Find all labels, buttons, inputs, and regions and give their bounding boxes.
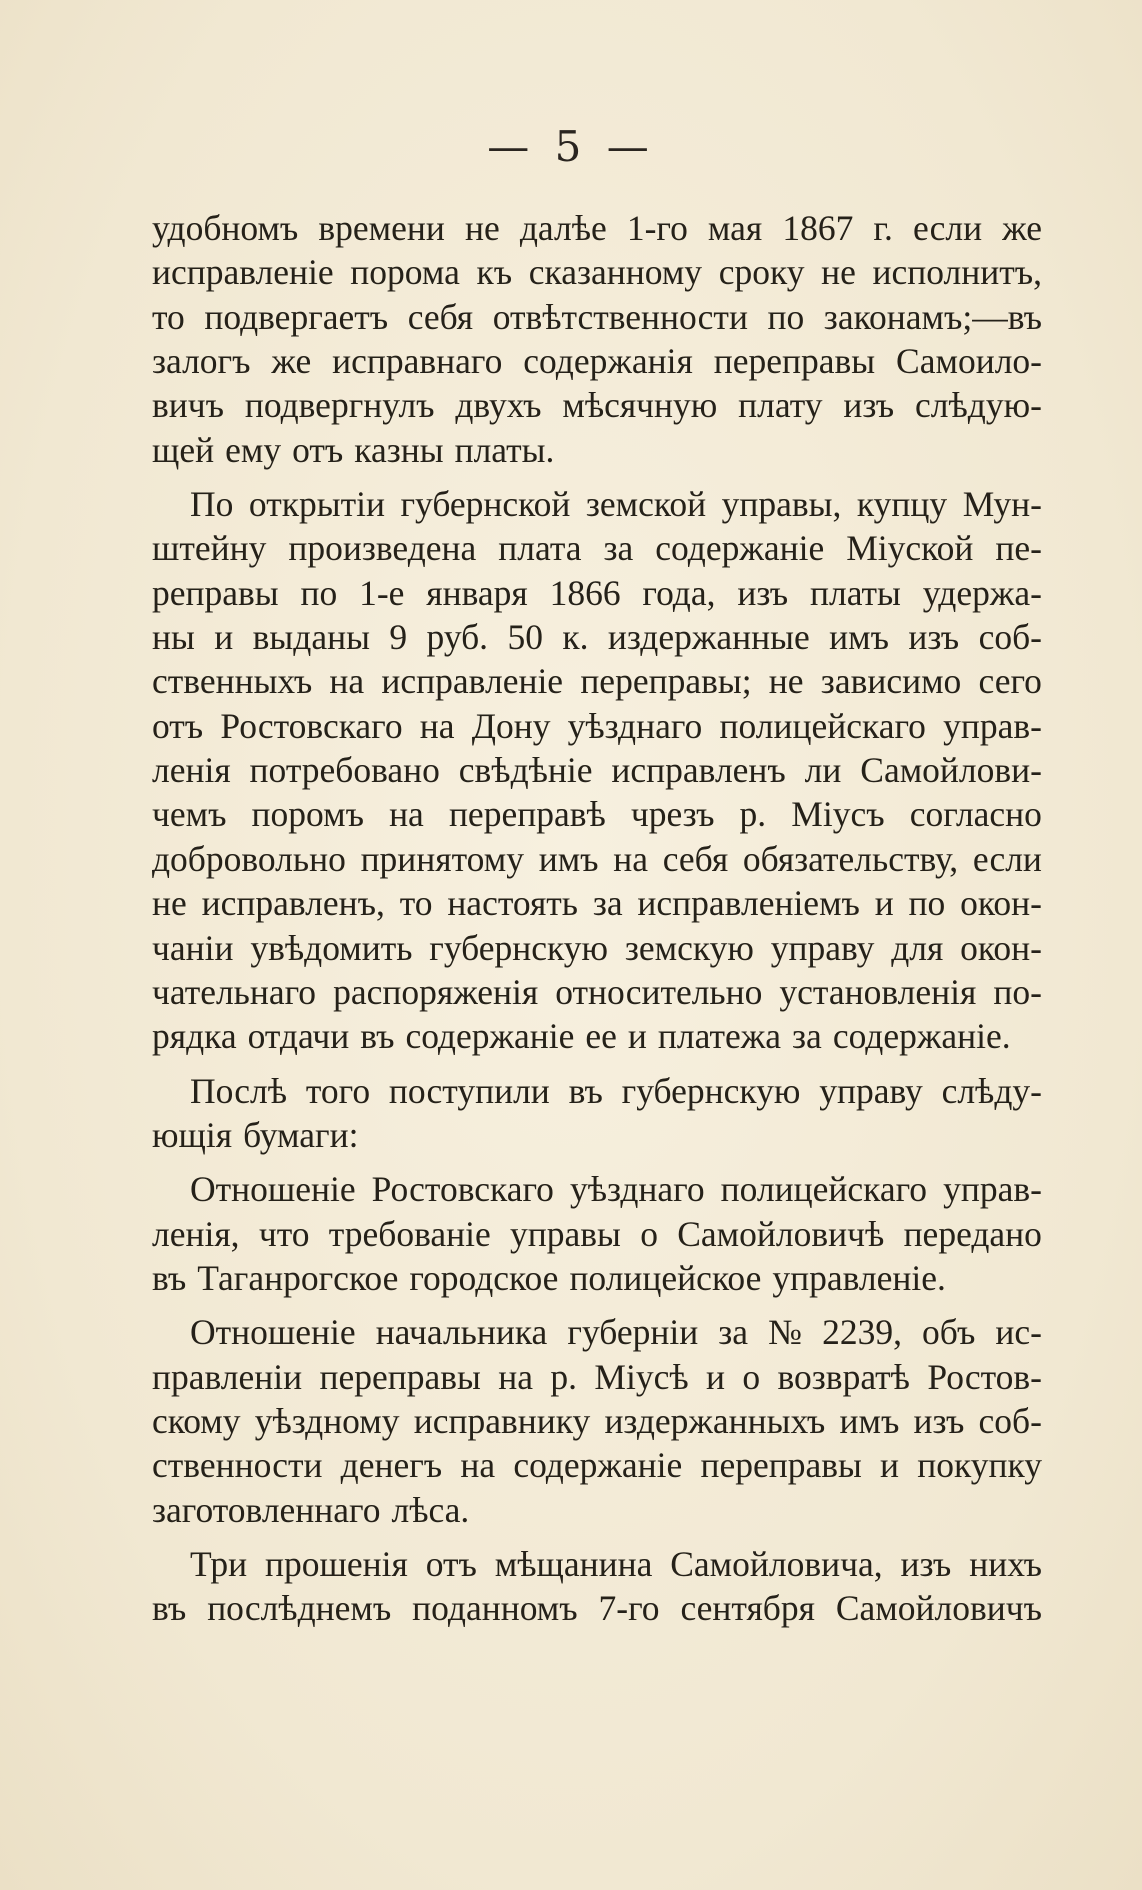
text-line <box>152 295 1042 339</box>
word: Самойлови- <box>860 750 1042 791</box>
word: ющія <box>152 1114 233 1155</box>
word: потребовано <box>249 750 440 791</box>
word: Самоило- <box>896 341 1042 382</box>
word: переправы; <box>580 661 752 702</box>
word: руб. <box>426 617 489 658</box>
word: пе- <box>995 528 1042 569</box>
text-line <box>152 526 1042 570</box>
word: губернской <box>400 484 571 525</box>
text-line <box>152 1443 1042 1487</box>
word: лѣса. <box>391 1489 470 1530</box>
word: о <box>640 1213 658 1254</box>
word: въ <box>152 1257 187 1298</box>
word: что <box>258 1213 310 1254</box>
word: 1866 <box>549 572 621 613</box>
word: чательнаго <box>152 971 317 1012</box>
paragraph-gap <box>152 1059 1042 1069</box>
word: № <box>768 1312 803 1353</box>
word: губернскую <box>429 927 609 968</box>
word: окон- <box>960 883 1042 924</box>
word: к. <box>562 617 589 658</box>
word: управ- <box>943 1169 1042 1210</box>
word: уѣзднаго <box>567 705 703 746</box>
text-line <box>152 1167 1042 1211</box>
text-line <box>152 339 1042 383</box>
word: исполнитъ, <box>872 252 1042 293</box>
word: полицейскаго <box>720 1169 928 1210</box>
word: управы <box>510 1213 621 1254</box>
text-line <box>152 1355 1042 1399</box>
word: имъ <box>538 838 599 879</box>
word: ему <box>225 429 282 470</box>
word: ли <box>804 750 842 791</box>
word: изъ <box>737 572 789 613</box>
word: не <box>464 208 500 248</box>
paragraph-gap <box>152 1300 1042 1310</box>
word: р. <box>739 794 767 835</box>
word: послѣднемъ <box>207 1588 392 1629</box>
paragraph <box>152 1310 1042 1532</box>
word: для <box>891 927 944 968</box>
word: ственности <box>152 1445 323 1486</box>
word: въ <box>152 1588 187 1629</box>
word: то <box>399 883 433 924</box>
word: двухъ <box>455 385 542 426</box>
word: и <box>880 1445 900 1486</box>
word: управленіе. <box>772 1257 946 1298</box>
word: 9 <box>389 617 408 658</box>
paragraph <box>152 482 1042 1058</box>
word: управу <box>770 927 875 968</box>
word: рядка <box>152 1016 237 1057</box>
word: переправы <box>713 341 876 382</box>
word: сказанному <box>528 252 703 293</box>
word: слѣдую- <box>915 385 1042 426</box>
word: Самойловича, <box>670 1543 883 1584</box>
text-line <box>152 428 1042 472</box>
word: на <box>460 1445 496 1486</box>
word: Самойловичъ <box>835 1588 1042 1629</box>
word: Отношеніе <box>190 1169 356 1210</box>
word: соб- <box>978 1400 1042 1441</box>
paragraph <box>152 206 1042 472</box>
word: времени <box>318 208 445 248</box>
word: же <box>271 341 312 382</box>
word: переправы <box>700 1445 862 1486</box>
word: ис- <box>995 1312 1042 1353</box>
text-line <box>152 482 1042 526</box>
word: мѣщанина <box>494 1543 653 1584</box>
word: и <box>706 1356 726 1397</box>
paragraph-gap <box>152 1157 1042 1167</box>
word: 1867 <box>782 208 854 248</box>
paragraph <box>152 1167 1042 1300</box>
text-line <box>152 926 1042 970</box>
word: исправнику <box>413 1400 591 1441</box>
text-line <box>152 659 1042 703</box>
text-line <box>152 383 1042 427</box>
word: соб- <box>978 617 1042 658</box>
word: въ <box>568 1070 603 1111</box>
text-line <box>152 1113 1042 1157</box>
word: года, <box>642 572 716 613</box>
word: платежа <box>657 1016 782 1057</box>
word: денегъ <box>340 1445 443 1486</box>
text-line <box>152 792 1042 836</box>
word: ленія <box>152 750 231 791</box>
word: Міуской <box>846 528 974 569</box>
word: то <box>152 296 185 337</box>
text-line <box>152 250 1042 294</box>
text-line <box>152 571 1042 615</box>
word: содержаніе. <box>832 1016 1011 1057</box>
word: штейну <box>152 528 267 569</box>
word: Міусѣ <box>594 1356 689 1397</box>
word: исправленіемъ <box>637 883 860 924</box>
word: Ростовскаго <box>371 1169 554 1210</box>
word: городское <box>409 1257 559 1298</box>
word: чрезъ <box>630 794 715 835</box>
word: сего <box>978 661 1042 702</box>
word: возвратѣ <box>777 1356 910 1397</box>
word: изъ <box>843 385 895 426</box>
word: полицейское <box>569 1257 762 1298</box>
word: зависимо <box>820 661 962 702</box>
text-line <box>152 1256 1042 1300</box>
text-line <box>152 206 1042 250</box>
word: казны <box>354 429 444 470</box>
word: мая <box>707 208 763 248</box>
word: на <box>389 794 424 835</box>
word: за <box>592 883 623 924</box>
word: платы. <box>454 429 555 470</box>
word: произведена <box>288 528 477 569</box>
word: исправленіе <box>381 661 564 702</box>
word: открытіи <box>248 484 385 525</box>
word: заготовленнаго <box>152 1489 381 1530</box>
word: за <box>603 528 634 569</box>
word: Самойловичѣ <box>677 1213 885 1254</box>
word: законамъ;—въ <box>823 296 1042 337</box>
word: земскую <box>624 927 754 968</box>
word: къ <box>476 252 513 293</box>
text-line <box>152 1212 1042 1256</box>
word: изъ <box>900 1543 952 1584</box>
text-line <box>152 1014 1042 1058</box>
word: по <box>767 296 805 337</box>
word: скому <box>152 1400 241 1441</box>
word: плату <box>738 385 823 426</box>
word: По <box>190 484 234 525</box>
word: не <box>152 883 187 924</box>
word: 50 <box>507 617 543 658</box>
word: исправленіе <box>152 252 334 293</box>
word: губернскую <box>621 1070 801 1111</box>
word: р. <box>550 1356 578 1397</box>
word: передано <box>903 1213 1042 1254</box>
word: того <box>305 1070 371 1111</box>
word: поданномъ <box>412 1588 578 1629</box>
word: удержа- <box>922 572 1042 613</box>
word: подвергаетъ <box>204 296 389 337</box>
word: 7-го <box>598 1588 660 1629</box>
word: отъ <box>152 705 204 746</box>
word: поступили <box>388 1070 550 1111</box>
word: изъ <box>913 1400 965 1441</box>
word: увѣдомить <box>250 927 413 968</box>
word: чаніи <box>152 927 234 968</box>
word: плата <box>498 528 582 569</box>
word: переправѣ <box>448 794 606 835</box>
paragraph <box>152 1069 1042 1158</box>
text-line <box>152 881 1042 925</box>
word: обязательству, <box>742 838 959 879</box>
word: управу <box>819 1070 923 1111</box>
word: полицейскаго <box>719 705 926 746</box>
word: чемъ <box>152 794 227 835</box>
word: удобномъ <box>152 208 299 248</box>
word: отдачи <box>247 1016 350 1057</box>
word: Таганрогское <box>197 1257 399 1298</box>
page-number: — 5 — <box>487 122 655 171</box>
word: и <box>874 883 894 924</box>
paragraph-gap <box>152 1532 1042 1542</box>
word: принятому <box>360 838 524 879</box>
word: если <box>972 838 1042 879</box>
word: покупку <box>917 1445 1042 1486</box>
word: издержанныхъ <box>604 1400 826 1441</box>
word: изъ <box>908 617 960 658</box>
word: имъ <box>829 617 889 658</box>
word: 1-го <box>626 208 688 248</box>
word: содержаніе <box>655 528 825 569</box>
word: по <box>908 883 946 924</box>
word: ее <box>585 1016 617 1057</box>
word: переправы <box>319 1356 481 1397</box>
text-line <box>152 1488 1042 1532</box>
word: слѣду- <box>941 1070 1042 1111</box>
word: г. <box>873 208 893 248</box>
word: на <box>613 838 649 879</box>
word: относительно <box>555 971 763 1012</box>
word: Отношеніе <box>190 1312 356 1353</box>
word: требованіе <box>328 1213 491 1254</box>
word: щей <box>152 429 215 470</box>
text-line <box>152 1069 1042 1113</box>
word: содержаніе <box>513 1445 683 1486</box>
word: Ростовскаго <box>220 705 403 746</box>
word: платы <box>809 572 901 613</box>
word: ны <box>152 617 195 658</box>
word: Ростов- <box>927 1356 1042 1397</box>
word: по- <box>993 971 1042 1012</box>
word: согласно <box>909 794 1042 835</box>
body-text <box>152 206 1042 1631</box>
word: себя <box>407 296 474 337</box>
paragraph <box>152 1542 1042 1631</box>
text-line <box>152 748 1042 792</box>
word: мѣсячную <box>562 385 718 426</box>
word: и <box>214 617 234 658</box>
word: ленія, <box>152 1213 240 1254</box>
word: вичъ <box>152 385 224 426</box>
word: залогъ <box>152 341 251 382</box>
word: имъ <box>839 1400 900 1441</box>
word: Міусъ <box>791 794 885 835</box>
word: января <box>426 572 528 613</box>
word: уѣзднаго <box>569 1169 705 1210</box>
word: и <box>627 1016 647 1057</box>
word: Мун- <box>962 484 1042 525</box>
word: исправнаго <box>332 341 503 382</box>
word: далѣе <box>519 208 607 248</box>
word: прошенія <box>265 1543 408 1584</box>
text-line <box>152 837 1042 881</box>
word: купцу <box>856 484 948 525</box>
word: за <box>792 1016 822 1057</box>
word: Послѣ <box>190 1070 288 1111</box>
word: на <box>498 1356 534 1397</box>
word: губерніи <box>567 1312 699 1353</box>
word: свѣдѣніе <box>458 750 593 791</box>
word: отъ <box>425 1543 477 1584</box>
word: Три <box>190 1543 248 1584</box>
word: подвергнулъ <box>244 385 435 426</box>
word: правленіи <box>152 1356 303 1397</box>
text-line <box>152 1399 1042 1443</box>
word: о <box>742 1356 761 1397</box>
word: уѣздному <box>254 1400 400 1441</box>
word: себя <box>662 838 729 879</box>
word: реправы <box>152 572 279 613</box>
word: выданы <box>252 617 370 658</box>
word: содержанія <box>523 341 693 382</box>
word: въ <box>360 1016 395 1057</box>
word: издержанные <box>607 617 810 658</box>
word: сроку <box>718 252 805 293</box>
word: же <box>1002 208 1042 248</box>
word: исправленъ, <box>201 883 385 924</box>
word: отъ <box>292 429 344 470</box>
word: исправленъ <box>611 750 786 791</box>
word: начальника <box>375 1312 548 1353</box>
word: поромъ <box>251 794 364 835</box>
word: на <box>419 705 455 746</box>
word: распоряженія <box>333 971 539 1012</box>
word: нихъ <box>969 1543 1042 1584</box>
word: настоять <box>447 883 578 924</box>
text-line <box>152 1310 1042 1354</box>
text-line <box>152 615 1042 659</box>
word: не <box>821 252 856 293</box>
word: 2239, <box>822 1312 902 1353</box>
word: Дону <box>471 705 551 746</box>
text-line <box>152 970 1042 1014</box>
word: объ <box>922 1312 976 1353</box>
word: содержаніе <box>405 1016 575 1057</box>
text-line <box>152 704 1042 748</box>
paragraph-gap <box>152 472 1042 482</box>
word: установленія <box>779 971 977 1012</box>
word: если <box>912 208 983 248</box>
word: земской <box>585 484 707 525</box>
word: добровольно <box>152 838 346 879</box>
word: бумаги: <box>243 1114 359 1155</box>
word: на <box>329 661 365 702</box>
word: по <box>300 572 338 613</box>
word: управ- <box>943 705 1042 746</box>
text-line <box>152 1586 1042 1630</box>
word: управы, <box>721 484 842 525</box>
word: отвѣтственности <box>492 296 748 337</box>
word: за <box>718 1312 749 1353</box>
word: ственныхъ <box>152 661 313 702</box>
word: не <box>768 661 804 702</box>
text-line <box>152 1542 1042 1586</box>
word: сентября <box>680 1588 815 1629</box>
word: окон- <box>960 927 1042 968</box>
word: порома <box>350 252 460 293</box>
word: 1-е <box>359 572 405 613</box>
